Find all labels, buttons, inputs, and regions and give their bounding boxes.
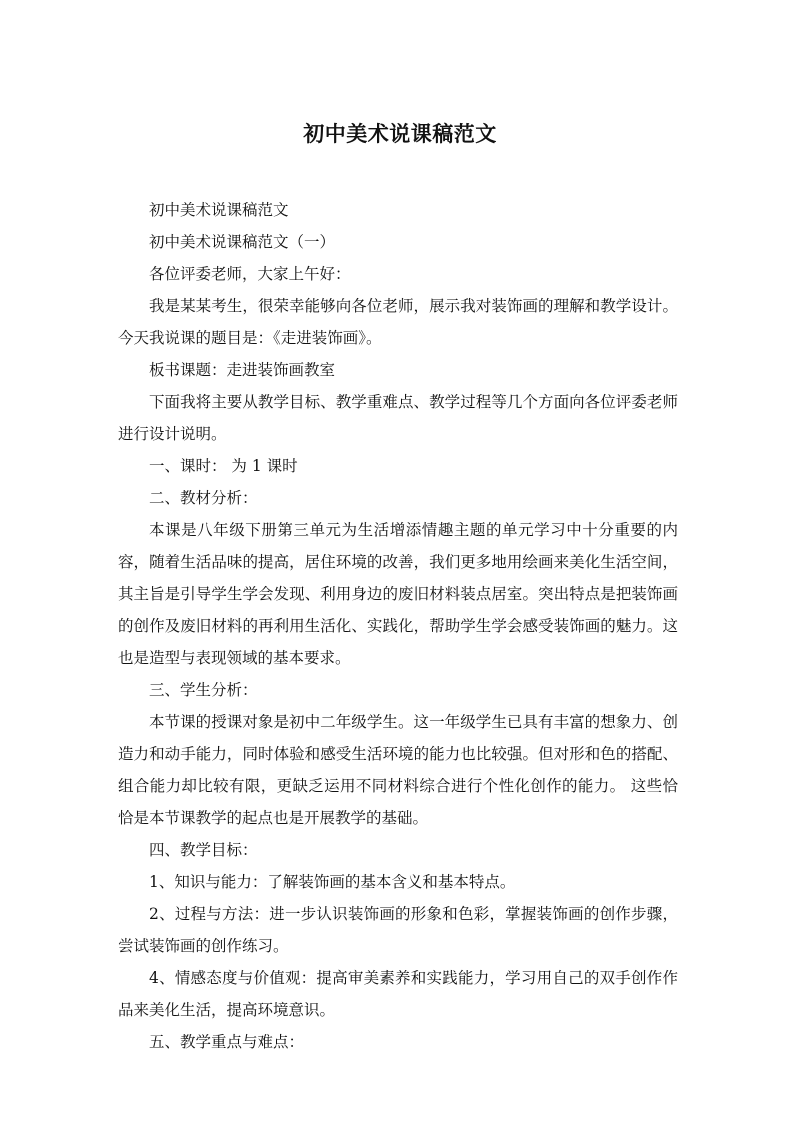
paragraph-class-hours: 一、课时： 为 1 课时 [149,457,298,475]
paragraph-intro: 我是某某考生，很荣幸能够向各位老师，展示我对装饰画的理解和教学设计。今天我说课的题目是：《走进装饰画》。 [118,297,678,347]
section-heading-student-analysis: 三、学生分析： [149,681,258,699]
document-title: 初中美术说课稿范文 [303,122,497,146]
paragraph-goal-process: 2、过程与方法：进一步认识装饰画的形象和色彩，掌握装饰画的创作步骤，尝试装饰画的创作练习。 [118,905,678,955]
section-heading-material-analysis: 二、教材分析： [149,489,258,507]
paragraph-material-analysis: 本课是八年级下册第三单元为生活增添情趣主题的单元学习中十分重要的内容，随着生活品味的提高，居住环境的改善，我们更多地用绘画来美化生活空间，其主旨是引导学生学会发现、利用身边的废旧材料装点居室。突出特点是把装饰画的创作及废旧材料的再利用生活化、实践化，帮助学生学会感受装饰画的魅力。这也是造型与表现领域的基本要求。 [118,521,678,667]
paragraph-board-title: 板书课题：走进装饰画教室 [149,361,336,379]
paragraph-greeting: 各位评委老师，大家上午好： [149,265,351,283]
paragraph-overview: 下面我将主要从教学目标、教学重难点、教学过程等几个方面向各位评委老师进行设计说明。 [118,393,678,443]
section-heading-key-points: 五、教学重点与难点： [149,1033,305,1051]
paragraph-subheading: 初中美术说课稿范文（一） [149,233,336,251]
paragraph-goal-attitude: 4、情感态度与价值观：提高审美素养和实践能力，学习用自己的双手创作作品来美化生活，提高环境意识。 [118,969,678,1019]
paragraph-heading-repeat: 初中美术说课稿范文 [149,201,289,219]
paragraph-goal-knowledge: 1、知识与能力：了解装饰画的基本含义和基本特点。 [149,873,516,891]
paragraph-student-analysis: 本节课的授课对象是初中二年级学生。这一年级学生已具有丰富的想象力、创造力和动手能力，同时体验和感受生活环境的能力也比较强。但对形和色的搭配、组合能力却比较有限，更缺乏运用不同材料综合进行个性化创作的能力。 这些恰恰是本节课教学的起点也是开展教学的基础。 [118,713,678,827]
document-body [118,194,678,1058]
section-heading-teaching-goals: 四、教学目标： [149,841,258,859]
